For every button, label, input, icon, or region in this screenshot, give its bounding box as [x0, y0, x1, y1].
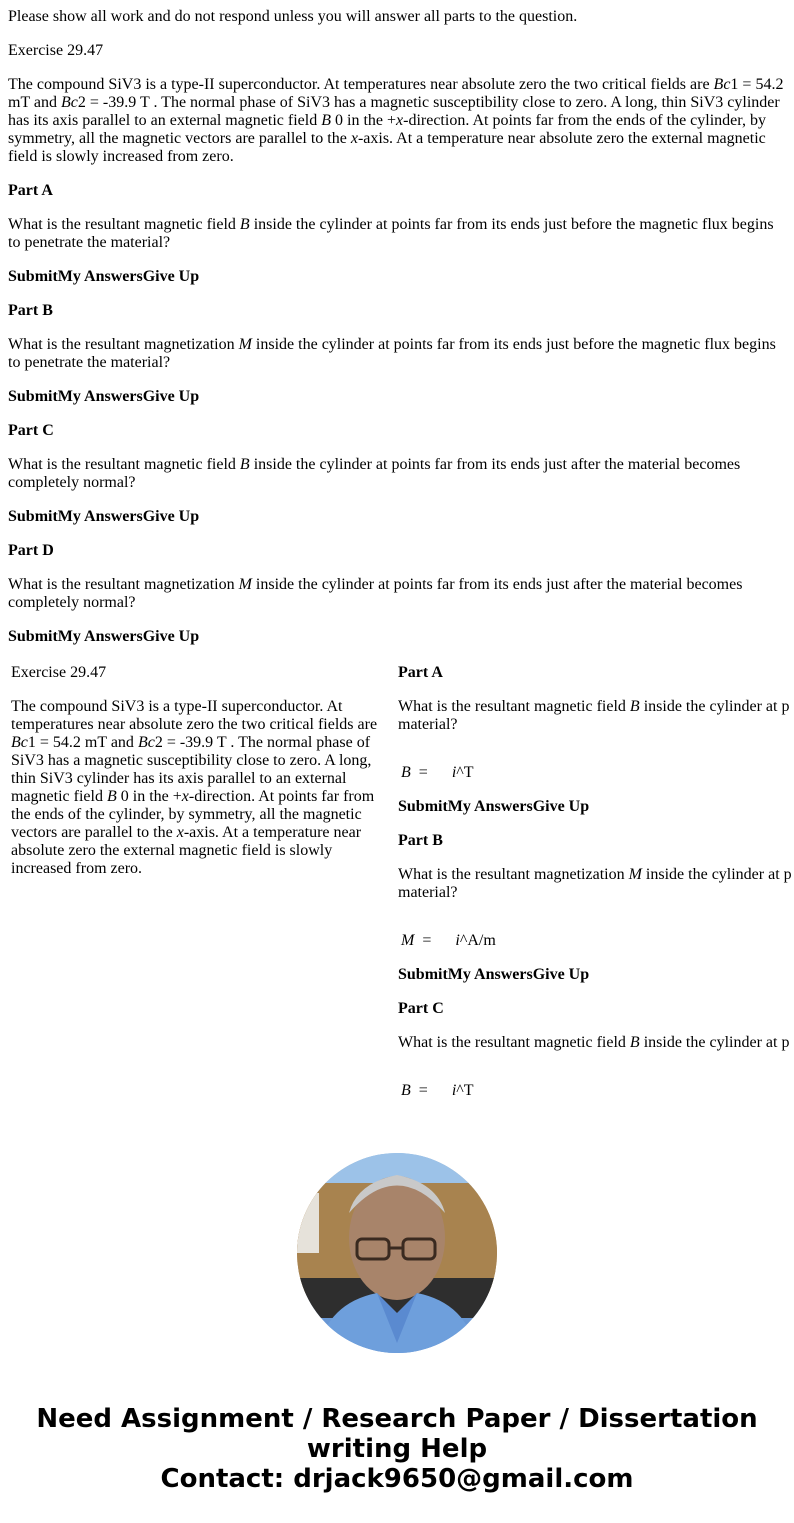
exercise-body: The compound SiV3 is a type-II superconductor. At temperatures near absolute zero the two critical fields are Bc1 = 54.2 mT and Bc2 = -39.9 T . The normal phase of SiV3 has a magnetic susceptibility close to zero. A long, thin SiV3 cylinder has its axis parallel to an external magnetic field B 0 in the +x-direction. At points far from the ends of the cylinder, by symmetry, all the magnetic vectors are parallel to the x-axis. At a temperature near absolute zero the external magnetic field is slowly increased from zero.	[11, 698, 378, 877]
part-b-question-wrap: material?	[398, 884, 458, 901]
part-a-question: What is the resultant magnetic field B inside the cylinder at points far from its ends just before the magnetic flux begins to penetrate the material?	[8, 216, 774, 251]
part-a-label: Part A	[398, 664, 443, 681]
problem-layout	[0, 656, 794, 1126]
part-a-actions	[398, 798, 794, 816]
submit-button[interactable]: Submit	[8, 508, 58, 525]
part-b-label: Part B	[398, 832, 443, 849]
part-c-label: Part C	[8, 422, 54, 439]
part-c-question: What is the resultant magnetic field B inside the cylinder at points far from its ends just after the material becomes completely normal?	[8, 456, 741, 491]
part-b-question: What is the resultant magnetization M inside the cylinder at p	[398, 866, 792, 883]
question-text	[8, 0, 788, 646]
give-up-button[interactable]: Give Up	[532, 798, 590, 815]
part-c-answer-field[interactable]: B = i ^T	[401, 1082, 474, 1099]
my-answers-button[interactable]: My Answers	[447, 966, 533, 983]
banner-line-2: writing Help	[306, 1434, 488, 1464]
give-up-button[interactable]: Give Up	[142, 388, 200, 405]
part-b-label: Part B	[8, 302, 53, 319]
my-answers-button[interactable]: My Answers	[57, 628, 143, 645]
my-answers-button[interactable]: My Answers	[447, 798, 533, 815]
part-a-question: What is the resultant magnetic field B inside the cylinder at p	[398, 698, 790, 715]
exercise-body: The compound SiV3 is a type-II superconductor. At temperatures near absolute zero the two critical fields are Bc1 = 54.2 mT and Bc2 = -39.9 T . The normal phase of SiV3 has a magnetic susceptibility close to zero. A long, thin SiV3 cylinder has its axis parallel to an external magnetic field B 0 in the +x-direction. At points far from the ends of the cylinder, by symmetry, all the magnetic vectors are parallel to the x-axis. At a temperature near absolute zero the external magnetic field is slowly increased from zero.	[8, 76, 784, 165]
submit-button[interactable]: Submit	[8, 268, 58, 285]
give-up-button[interactable]: Give Up	[142, 508, 200, 525]
my-answers-button[interactable]: My Answers	[57, 268, 143, 285]
part-d-label: Part D	[8, 542, 54, 559]
my-answers-button[interactable]: My Answers	[57, 508, 143, 525]
exercise-title: Exercise 29.47	[8, 42, 104, 59]
part-c-actions	[8, 508, 788, 526]
part-b-question: What is the resultant magnetization M inside the cylinder at points far from its ends just before the magnetic flux begins to penetrate the material?	[8, 336, 776, 371]
give-up-button[interactable]: Give Up	[142, 268, 200, 285]
submit-button[interactable]: Submit	[8, 628, 58, 645]
part-b-actions	[398, 966, 794, 984]
part-c-question: What is the resultant magnetic field B inside the cylinder at p	[398, 1034, 790, 1051]
part-c-label: Part C	[398, 1000, 444, 1017]
problem-statement	[11, 664, 383, 878]
exercise-title: Exercise 29.47	[11, 664, 107, 681]
contact-email: Contact: drjack9650@gmail.com	[160, 1464, 634, 1494]
submit-button[interactable]: Submit	[398, 798, 448, 815]
part-a-label: Part A	[8, 182, 53, 199]
parts-panel	[398, 664, 794, 1100]
give-up-button[interactable]: Give Up	[142, 628, 200, 645]
part-a-question-wrap: material?	[398, 716, 458, 733]
contact-banner	[0, 1404, 794, 1494]
part-d-question: What is the resultant magnetization M inside the cylinder at points far from its ends just after the material becomes completely normal?	[8, 576, 743, 611]
person-photo-icon	[297, 1153, 497, 1353]
part-d-actions	[8, 628, 788, 646]
author-avatar	[297, 1153, 497, 1353]
part-b-answer-field[interactable]: M = i ^A/m	[401, 932, 496, 949]
my-answers-button[interactable]: My Answers	[57, 388, 143, 405]
submit-button[interactable]: Submit	[398, 966, 448, 983]
intro-text: Please show all work and do not respond unless you will answer all parts to the question.	[8, 8, 578, 25]
submit-button[interactable]: Submit	[8, 388, 58, 405]
banner-line-1: Need Assignment / Research Paper / Dissertation	[36, 1404, 758, 1434]
part-a-actions	[8, 268, 788, 286]
part-b-actions	[8, 388, 788, 406]
part-a-answer-field[interactable]: B = i ^T	[401, 764, 474, 781]
give-up-button[interactable]: Give Up	[532, 966, 590, 983]
